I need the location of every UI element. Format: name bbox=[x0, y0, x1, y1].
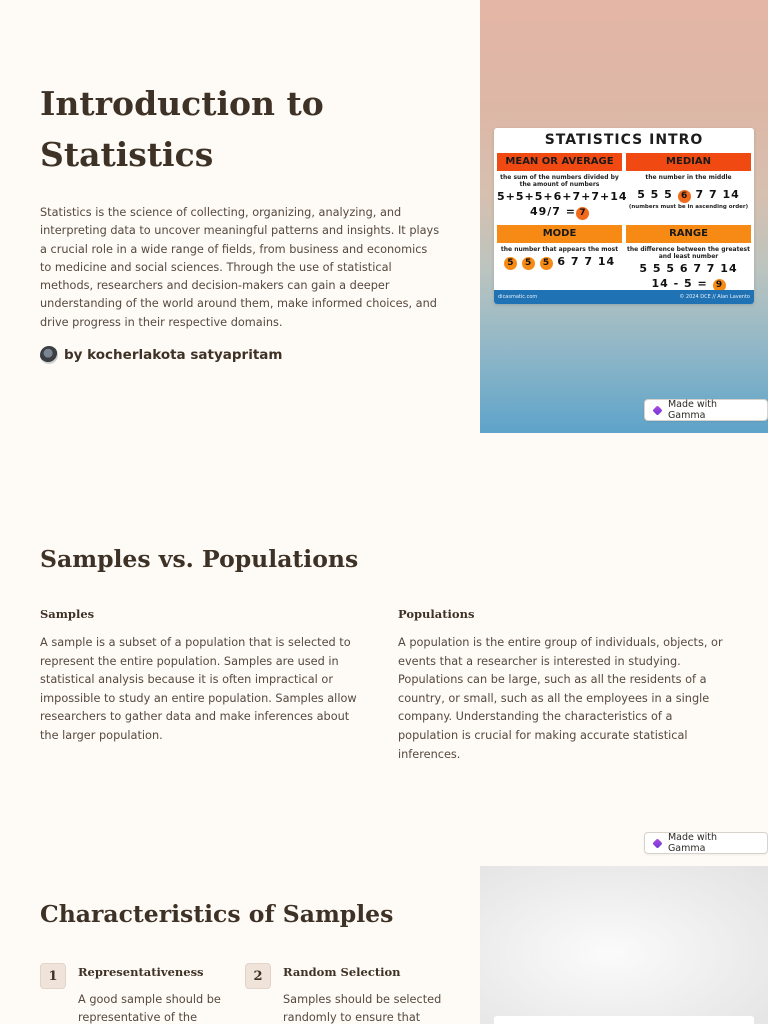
author-name: by kocherlakota satyapritam bbox=[64, 347, 283, 364]
range-header: RANGE bbox=[626, 225, 751, 243]
number-badge: 2 bbox=[245, 963, 271, 989]
mode-numbers: 5 5 5 6 7 7 14 bbox=[497, 255, 622, 270]
statistics-infographic bbox=[494, 128, 754, 304]
feature-heading: Representativeness bbox=[78, 965, 204, 979]
mean-cell bbox=[497, 153, 628, 220]
range-desc: the difference between the greatest and least number bbox=[627, 246, 750, 260]
populations-column bbox=[398, 607, 728, 764]
populations-heading: Populations bbox=[398, 607, 475, 621]
footer-credit: © 2024 DCE // Alan Lavento bbox=[679, 294, 750, 300]
image-card bbox=[494, 1016, 754, 1024]
badge-label: Made with Gamma bbox=[667, 399, 718, 421]
intro-text-block bbox=[40, 78, 440, 364]
feature-heading: Random Selection bbox=[283, 965, 401, 979]
median-note: (numbers must be in ascending order) bbox=[628, 204, 749, 210]
median-numbers: 5 5 5 6 7 7 14 bbox=[637, 188, 740, 201]
image-panel bbox=[480, 866, 768, 1024]
median-desc: the number in the middle bbox=[645, 174, 732, 181]
avatar bbox=[40, 346, 58, 364]
gamma-logo-icon bbox=[652, 838, 662, 848]
mean-desc: the sum of the numbers divided by the amount of numbers bbox=[500, 174, 619, 188]
mode-cell bbox=[497, 225, 622, 270]
badge-label: Made with Gamma bbox=[667, 832, 718, 854]
mode-highlight: 5 bbox=[540, 257, 553, 270]
samples-text: A sample is a subset of a population that is selected to represent the entire population. Samples are used in statistical analysis because it is often impractical or impossible to study an entire population. Samples allow researchers to gather data and make inferences about the larger population. bbox=[40, 636, 357, 742]
mode-highlight: 5 bbox=[522, 257, 535, 270]
gamma-logo-icon bbox=[652, 405, 662, 415]
median-cell bbox=[626, 153, 751, 210]
mean-result-line bbox=[497, 205, 622, 220]
slide-characteristics bbox=[0, 866, 768, 1024]
range-result: 9 bbox=[713, 279, 726, 292]
section-title: Samples vs. Populations bbox=[40, 545, 359, 573]
populations-text: A population is the entire group of individuals, objects, or events that a researcher is interested in studying. Populations can be large, such as all the residents of a country, or small, such as all the employees in a single company. Understanding the characteristics of a population is crucial for making accurate statistical inferences. bbox=[398, 636, 723, 761]
feature-item bbox=[78, 965, 238, 1024]
samples-column bbox=[40, 607, 370, 746]
range-numbers: 5 5 5 6 7 7 14 bbox=[639, 262, 738, 275]
mean-header: MEAN OR AVERAGE bbox=[497, 153, 622, 171]
range-cell bbox=[626, 225, 751, 292]
made-with-gamma-badge[interactable] bbox=[644, 832, 768, 854]
samples-heading: Samples bbox=[40, 607, 95, 621]
mode-header: MODE bbox=[497, 225, 622, 243]
mean-sum: 5+5+5+6+7+7+14 bbox=[497, 190, 628, 203]
infographic-footer bbox=[494, 290, 754, 304]
slide-samples-vs-populations bbox=[0, 433, 768, 866]
intro-paragraph: Statistics is the science of collecting, organizing, analyzing, and interpreting data to uncover meaningful patterns and insights. It plays a crucial role in a wide range of fields, from business and economics to medicine and social sciences. Through the use of statistical methods, researchers and decision-makers can gain a deeper understanding of the world around them, make informed choices, and drive progress in their respective domains. bbox=[40, 206, 440, 329]
median-highlight: 6 bbox=[678, 190, 691, 203]
infographic-title: STATISTICS INTRO bbox=[544, 132, 704, 148]
slide-intro bbox=[0, 0, 768, 433]
feature-item bbox=[283, 965, 443, 1024]
range-subtraction: 14 - 5 = bbox=[651, 277, 708, 290]
page-title: Introduction to Statistics bbox=[40, 84, 324, 174]
mean-division: 49/7 = bbox=[529, 205, 577, 218]
made-with-gamma-badge[interactable] bbox=[644, 399, 768, 421]
number-badge: 1 bbox=[40, 963, 66, 989]
feature-text: A good sample should be representative of the bbox=[78, 993, 221, 1024]
section-title: Characteristics of Samples bbox=[40, 900, 394, 928]
author-line bbox=[40, 346, 440, 364]
mean-result: 7 bbox=[576, 207, 589, 220]
mode-desc: the number that appears the most bbox=[500, 246, 619, 253]
mode-highlight: 5 bbox=[504, 257, 517, 270]
footer-site: dicasmatic.com bbox=[498, 294, 538, 300]
feature-text: Samples should be selected randomly to ensure that bbox=[283, 993, 442, 1024]
median-header: MEDIAN bbox=[626, 153, 751, 171]
